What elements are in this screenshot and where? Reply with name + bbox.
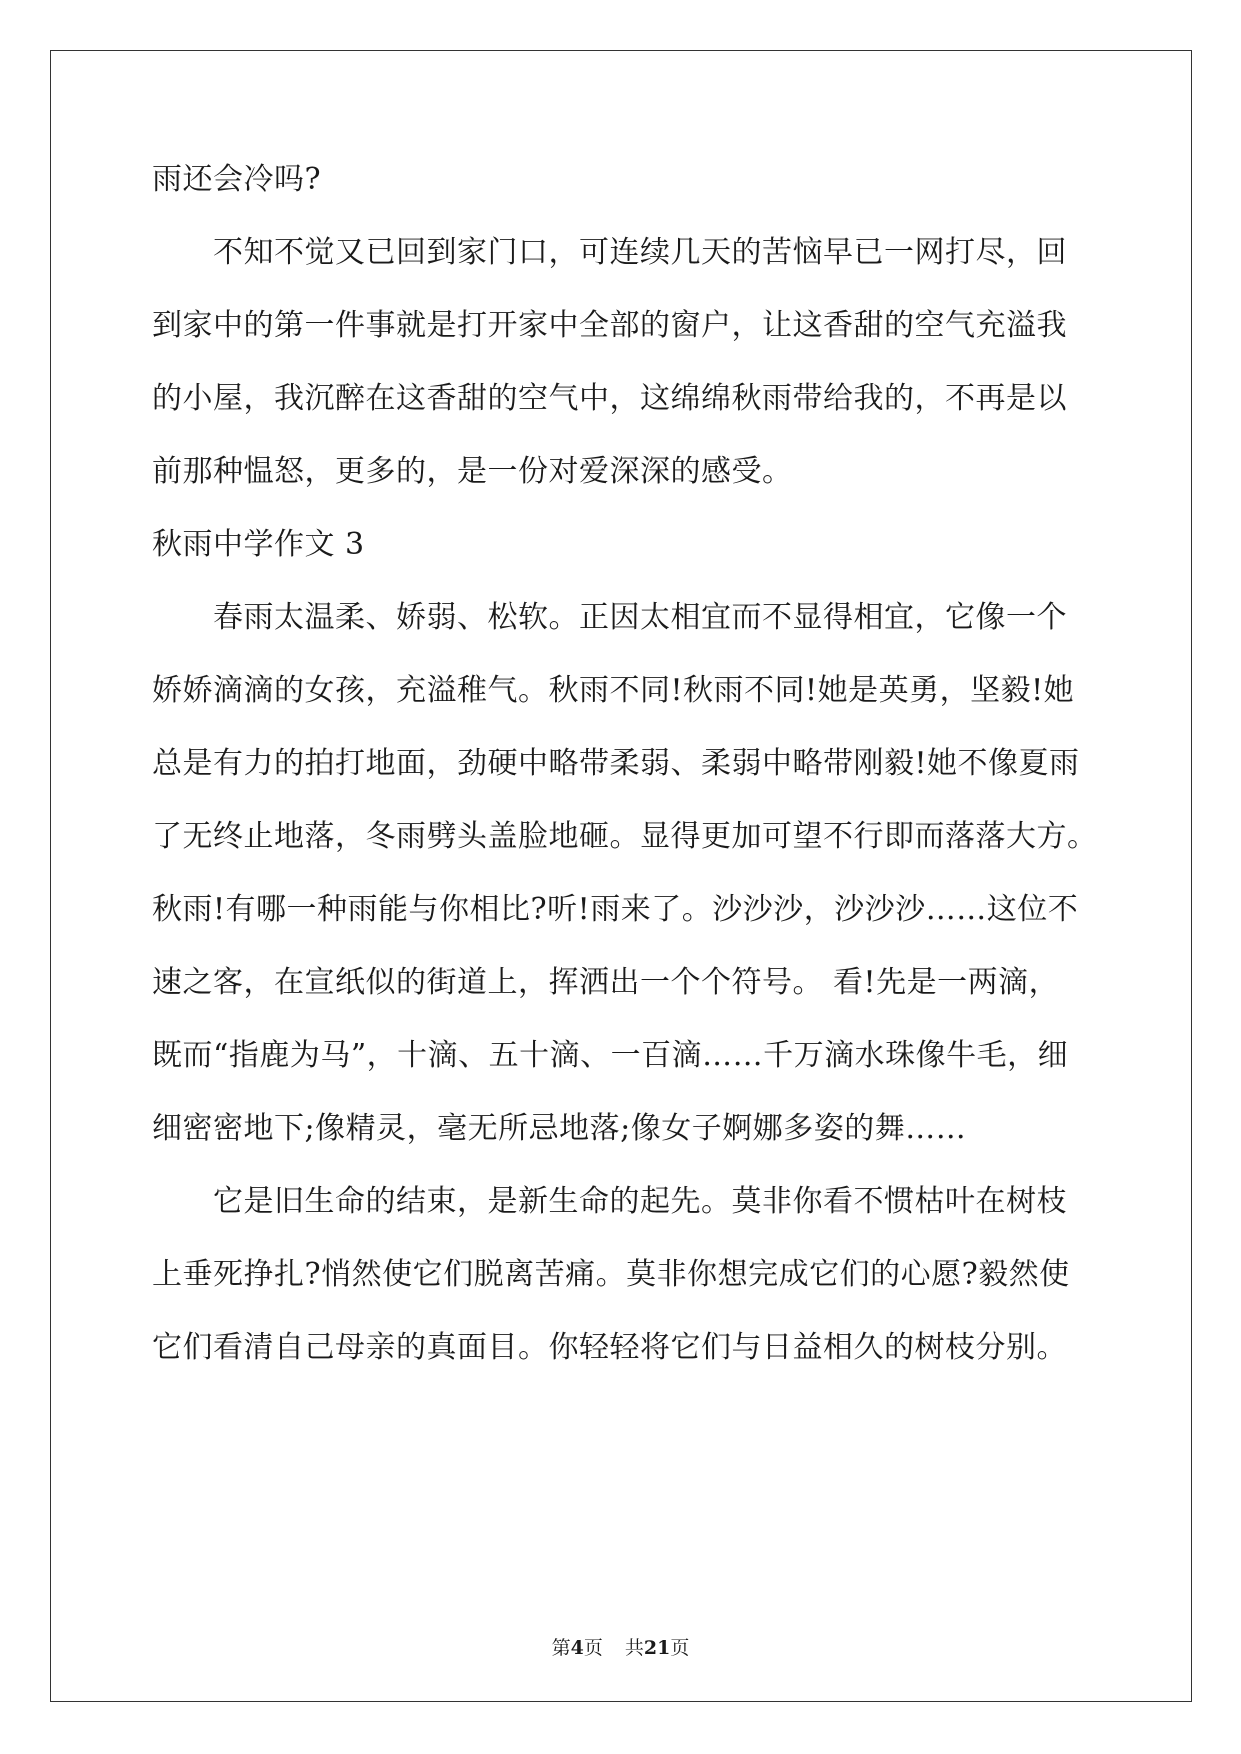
text-line: 了无终止地落，冬雨劈头盖脸地砸。显得更加可望不行即而落落大方。: [152, 819, 1098, 854]
total-prefix: 共: [624, 1637, 644, 1659]
text-line: 它们看清自己母亲的真面目。你轻轻将它们与日益相久的树枝分别。: [152, 1330, 1067, 1365]
text-line: 到家中的第一件事就是打开家中全部的窗户，让这香甜的空气充溢我: [152, 308, 1067, 343]
text-line: 春雨太温柔、娇弱、松软。正因太相宜而不显得相宜，它像一个: [152, 600, 1067, 635]
section-heading: 秋雨中学作文 3: [152, 527, 365, 562]
text-line: 既而“指鹿为马”，十滴、五十滴、一百滴……千万滴水珠像牛毛，细: [152, 1038, 1069, 1073]
text-line: 秋雨!有哪一种雨能与你相比?听!雨来了。沙沙沙，沙沙沙……这位不: [152, 892, 1079, 927]
page-footer: [0, 1636, 1241, 1660]
page-border: [50, 50, 1192, 1702]
text-line: 不知不觉又已回到家门口，可连续几天的苦恼早已一网打尽，回: [152, 235, 1067, 270]
text-line: 雨还会冷吗?: [152, 162, 322, 197]
text-line: 的小屋，我沉醉在这香甜的空气中，这绵绵秋雨带给我的，不再是以: [152, 381, 1067, 416]
text-line: 速之客，在宣纸似的街道上，挥洒出一个个符号。 看!先是一两滴，: [152, 965, 1060, 1000]
text-line: 上垂死挣扎?悄然使它们脱离苦痛。莫非你想完成它们的心愿?毅然使: [152, 1257, 1070, 1292]
total-pages: 21: [643, 1637, 671, 1659]
total-suffix: 页: [670, 1637, 690, 1659]
text-line: 细密密地下;像精灵，毫无所忌地落;像女子婀娜多姿的舞……: [152, 1111, 967, 1146]
text-line: 它是旧生命的结束，是新生命的起先。莫非你看不惯枯叶在树枝: [152, 1184, 1067, 1219]
text-line: 前那种愠怒，更多的，是一份对爱深深的感受。: [152, 454, 793, 489]
page-prefix: 第: [551, 1637, 571, 1659]
text-line: 总是有力的拍打地面，劲硬中略带柔弱、柔弱中略带刚毅!她不像夏雨: [152, 746, 1080, 781]
page-suffix: 页: [583, 1637, 603, 1659]
page-number: 4: [570, 1637, 584, 1659]
text-line: 娇娇滴滴的女孩，充溢稚气。秋雨不同!秋雨不同!她是英勇，坚毅!她: [152, 673, 1075, 708]
